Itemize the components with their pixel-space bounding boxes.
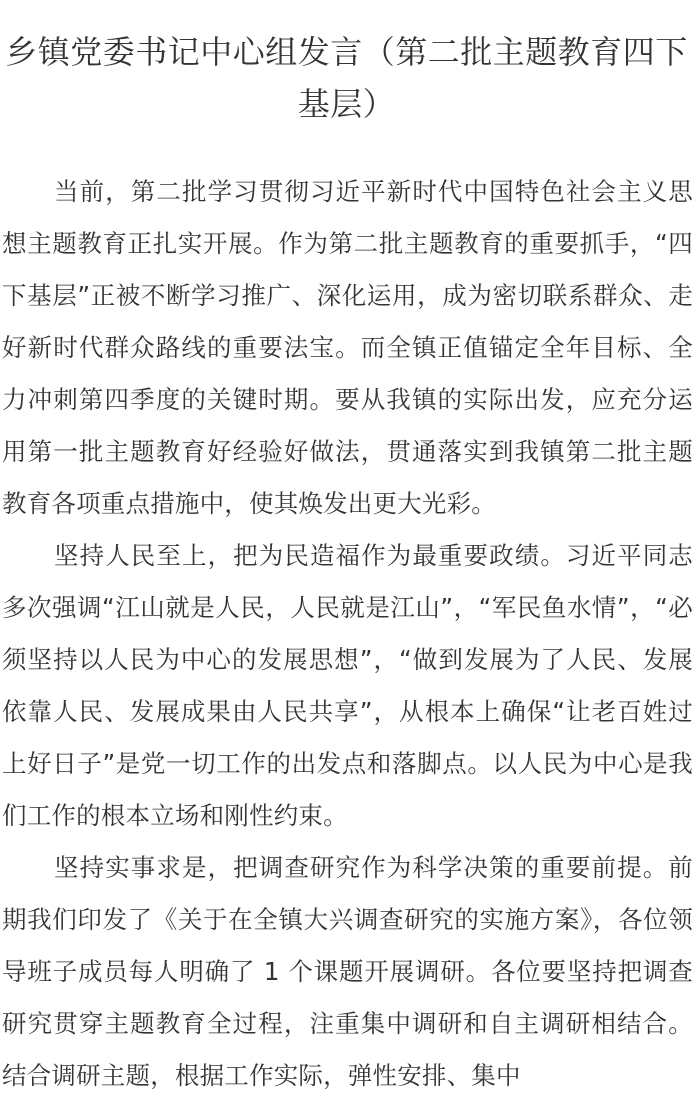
document-title: 乡镇党委书记中心组发言（第二批主题教育四下基层） [5, 33, 688, 123]
paragraph-people-first: 坚持人民至上，把为民造福作为最重要政绩。习近平同志多次强调“江山就是人民，人民就是江山”，“军民鱼水情”，“必须坚持以人民为中心的发展思想”，“做到发展为了人民、发展依靠人民、发展成果由人民共享”，从根本上确保“让老百姓过上好日子”是党一切工作的出发点和落脚点。以人民为中心是我们工作的根本立场和刚性约束。 [2, 541, 693, 830]
document-body [0, 166, 693, 1097]
paragraph-intro: 当前，第二批学习贯彻习近平新时代中国特色社会主义思想主题教育正扎实开展。作为第二批主题教育的重要抓手，“四下基层”正被不断学习推广、深化运用，成为密切联系群众、走好新时代群众路线的重要法宝。而全镇正值锚定全年目标、全力冲刺第四季度的关键时期。要从我镇的实际出发，应充分运用第一批主题教育好经验好做法，贯通落实到我镇第二批主题教育各项重点措施中，使其焕发出更大光彩。 [2, 177, 693, 518]
paragraph-seek-truth: 坚持实事求是，把调查研究作为科学决策的重要前提。前期我们印发了《关于在全镇大兴调查研究的实施方案》，各位领导班子成员每人明确了 1 个课题开展调研。各位要坚持把调查研究贯穿主题教育全过程，注重集中调研和自主调研相结合。结合调研主题，根据工作实际，弹性安排、集中 [2, 853, 693, 1090]
